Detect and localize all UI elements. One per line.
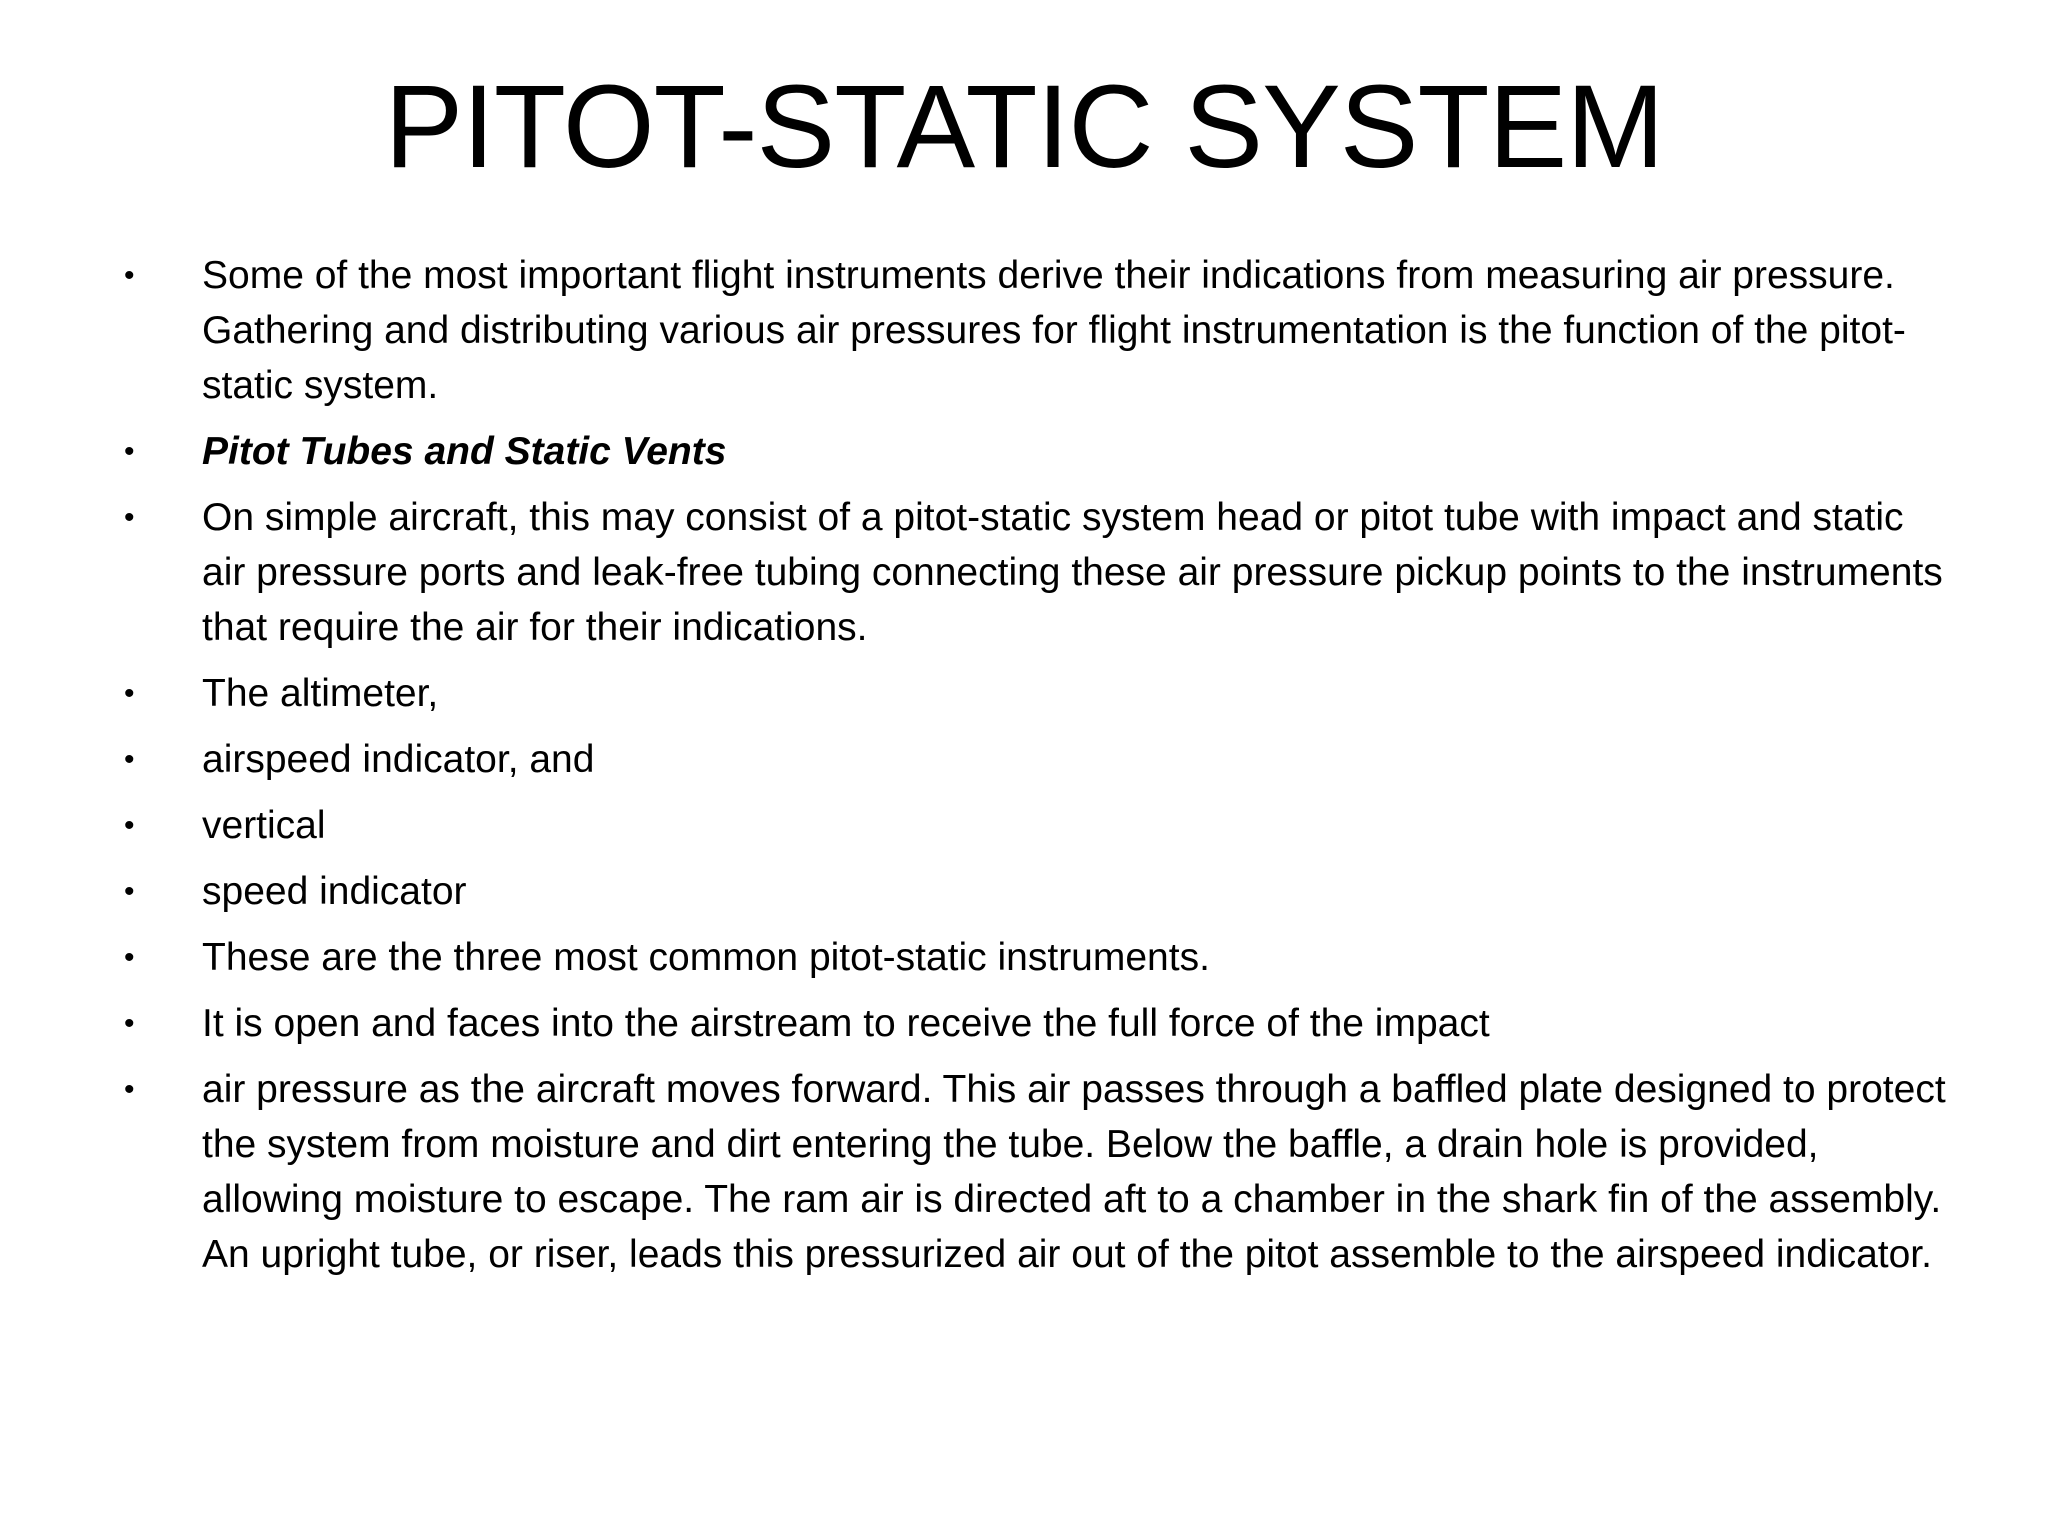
bullet-text: These are the three most common pitot-static instruments. xyxy=(202,936,1210,979)
bullet-point-icon: • xyxy=(124,435,135,468)
bullet-item xyxy=(124,732,1954,787)
bullet-point-icon: • xyxy=(124,743,135,776)
bullet-item xyxy=(124,248,1954,413)
bullet-point-icon: • xyxy=(124,1073,135,1106)
bullet-heading: Pitot Tubes and Static Vents xyxy=(202,430,727,473)
bullet-item xyxy=(124,666,1954,721)
bullet-point-icon: • xyxy=(124,501,135,534)
bullet-text: Some of the most important flight instruments derive their indications from measuring air pressure. Gathering and distributing various air pressures for flight instrumentation is the function of the pitot-static system. xyxy=(202,254,1906,407)
bullet-point-icon: • xyxy=(124,677,135,710)
bullet-list xyxy=(124,248,1954,1293)
bullet-text: It is open and faces into the airstream to receive the full force of the impact xyxy=(202,1002,1490,1045)
bullet-point-icon: • xyxy=(124,809,135,842)
bullet-text: air pressure as the aircraft moves forward. This air passes through a baffled plate designed to protect the system from moisture and dirt entering the tube. Below the baffle, a drain hole is provided, allowing moisture to escape. The ram air is directed aft to a chamber in the shark fin of the assembly. An upright tube, or riser, leads this pressurized air out of the pitot assemble to the airspeed indicator. xyxy=(202,1068,1946,1276)
bullet-item xyxy=(124,798,1954,853)
bullet-text: The altimeter, xyxy=(202,672,439,715)
bullet-point-icon: • xyxy=(124,1007,135,1040)
bullet-text: speed indicator xyxy=(202,870,467,913)
bullet-item xyxy=(124,490,1954,655)
bullet-point-icon: • xyxy=(124,259,135,292)
bullet-item xyxy=(124,864,1954,919)
bullet-point-icon: • xyxy=(124,875,135,908)
bullet-item xyxy=(124,996,1954,1051)
bullet-text: vertical xyxy=(202,804,326,847)
bullet-item xyxy=(124,1062,1954,1282)
bullet-text: airspeed indicator, and xyxy=(202,738,595,781)
bullet-point-icon: • xyxy=(124,941,135,974)
bullet-item xyxy=(124,424,1954,479)
bullet-text: On simple aircraft, this may consist of a pitot-static system head or pitot tube with impact and static air pressure ports and leak-free tubing connecting these air pressure pickup points to the instruments that require the air for their indications. xyxy=(202,496,1943,649)
bullet-item xyxy=(124,930,1954,985)
slide-title: PITOT-STATIC SYSTEM xyxy=(384,61,1664,193)
